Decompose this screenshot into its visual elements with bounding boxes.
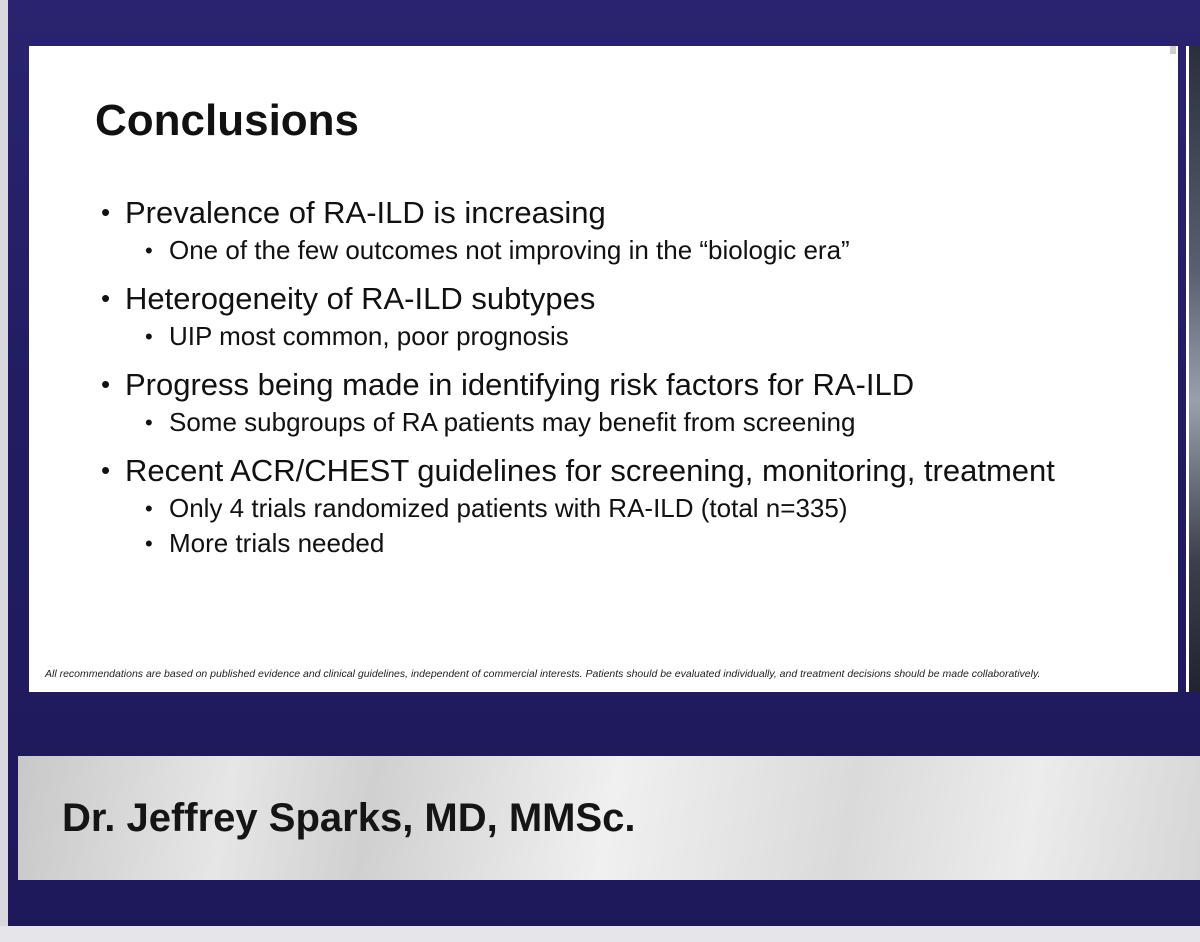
slide-disclaimer: All recommendations are based on published evidence and clinical guidelines, independent of commercial interests. Patients should be evaluated individually, and treatment decisions should be made collaboratively. — [45, 668, 1041, 680]
sub-bullet-item — [125, 405, 1101, 440]
sub-bullet-dot: • — [145, 496, 153, 521]
sub-bullet-text: More trials needed — [169, 528, 385, 558]
bullet-dot: • — [101, 369, 111, 399]
bullet-text: Prevalence of RA-ILD is increasing — [125, 195, 606, 230]
sub-bullet-list — [125, 405, 1101, 440]
bullet-dot: • — [101, 283, 111, 313]
sub-bullet-item — [125, 526, 1101, 561]
bullet-text: Heterogeneity of RA-ILD subtypes — [125, 281, 596, 316]
sub-bullet-dot: • — [145, 238, 153, 263]
sub-bullet-dot: • — [145, 324, 153, 349]
sub-bullet-list — [125, 491, 1101, 561]
window-bottom-edge — [0, 926, 1200, 942]
sub-bullet-text: UIP most common, poor prognosis — [169, 321, 569, 351]
sub-bullet-dot: • — [145, 531, 153, 556]
bullet-item — [101, 194, 1101, 268]
sub-bullet-item — [125, 319, 1101, 354]
slide-corner-mark — [1170, 46, 1176, 54]
bullet-list — [101, 194, 1101, 561]
side-video-strip — [1189, 46, 1200, 692]
bullet-dot: • — [101, 197, 111, 227]
slide-title: Conclusions — [95, 96, 360, 145]
speaker-name: Dr. Jeffrey Sparks, MD, MMSc. — [62, 796, 636, 840]
sub-bullet-list — [125, 319, 1101, 354]
sub-bullet-text: Only 4 trials randomized patients with RA-ILD (total n=335) — [169, 493, 848, 523]
sub-bullet-item — [125, 233, 1101, 268]
speaker-lower-third — [18, 756, 1200, 880]
sub-bullet-text: Some subgroups of RA patients may benefit from screening — [169, 407, 856, 437]
bullet-text: Recent ACR/CHEST guidelines for screening, monitoring, treatment — [125, 453, 1055, 488]
sub-bullet-text: One of the few outcomes not improving in the “biologic era” — [169, 235, 850, 265]
bullet-item — [101, 280, 1101, 354]
bullet-text: Progress being made in identifying risk factors for RA-ILD — [125, 367, 915, 402]
sub-bullet-list — [125, 233, 1101, 268]
bullet-item — [101, 452, 1101, 561]
sub-bullet-item — [125, 491, 1101, 526]
bullet-item — [101, 366, 1101, 440]
presentation-slide — [29, 46, 1178, 692]
window-left-edge — [0, 0, 8, 942]
sub-bullet-dot: • — [145, 410, 153, 435]
bullet-dot: • — [101, 455, 111, 485]
